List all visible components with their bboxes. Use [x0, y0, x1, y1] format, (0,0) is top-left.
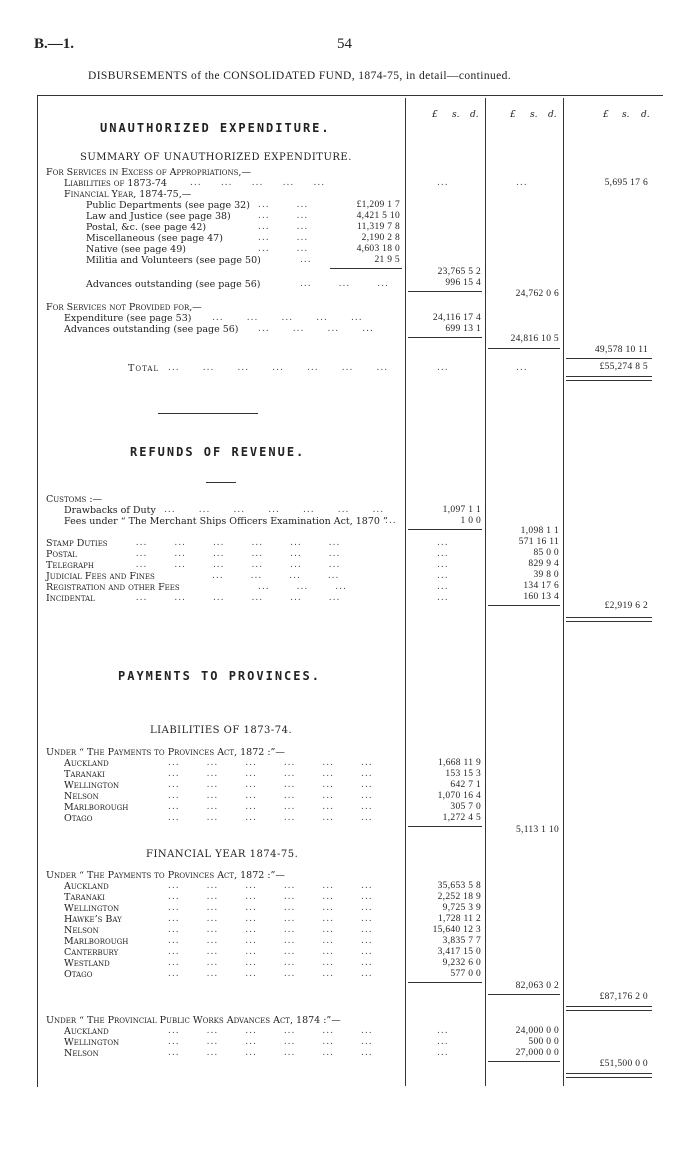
leader: ... ... ... ... ... [212, 313, 363, 323]
payments-works-total: £51,500 0 0 [599, 1059, 648, 1069]
rule [488, 348, 560, 349]
unauth-liab: Liabilities of 1873-74 [64, 178, 167, 189]
double-rule [566, 1006, 652, 1011]
unauth-item-amt: 4,603 18 0 [356, 244, 400, 254]
payments-fy-amt: 35,653 5 8 [437, 881, 481, 891]
payments-liab-amt: 1,668 11 9 [437, 758, 481, 768]
payments-fy-amt: 3,417 15 0 [437, 947, 481, 957]
refunds-customs-total: 1,098 1 1 [520, 526, 559, 536]
leader: ... ... [258, 200, 309, 210]
payments-fy-heading: FINANCIAL YEAR 1874-75. [146, 849, 299, 860]
refunds-heading: REFUNDS OF REVENUE. [130, 445, 306, 459]
payments-works-amt: 500 0 0 [528, 1037, 559, 1047]
refunds-total: £2,919 6 2 [604, 601, 648, 611]
leader: ... ... ... ... [212, 571, 340, 581]
payments-liab-amt: 642 7 1 [450, 780, 481, 790]
payments-total: £87,176 2 0 [599, 992, 648, 1002]
unauth-item-label: Law and Justice (see page 38) [86, 211, 231, 222]
col-d-2: d. [548, 110, 557, 120]
col-s-3: s. [622, 110, 630, 120]
payments-act2: Under “ The Payments to Provinces Act, 1872 :”— [46, 870, 285, 881]
payments-liab-total: 5,113 1 10 [515, 825, 559, 835]
refunds-item-amt: 85 0 0 [533, 548, 559, 558]
leader: ... ... [258, 244, 309, 254]
payments-works-label: Auckland [64, 1026, 109, 1037]
leader: ... ... ... ... ... ... [128, 560, 341, 570]
leader: ... ... ... ... ... ... ... [164, 505, 385, 515]
leader: ... ... ... ... ... ... ... ... ... ... ... ... ... ... ... ... ... ... ... ... ... ... ... ... ... ... ... ... ... ... ... ... ... ... ... ... ... ... ... ... ... ... ... ... ... ... ... ... ... ... ... ... ... ... [168, 881, 373, 979]
col-l-2: £ [510, 110, 516, 120]
refunds-item-label: Incidental [46, 593, 95, 604]
leader: ... ... ... ... ... ... [128, 593, 341, 603]
leader: ... ... ... ... [258, 324, 374, 334]
rule [488, 1061, 560, 1062]
unauth-exp-label: Expenditure (see page 53) [64, 313, 192, 324]
payments-works-amt: 27,000 0 0 [515, 1048, 559, 1058]
refunds-customs: Customs :— [46, 494, 103, 505]
leader: ... ... ... ... ... ... ... ... ... ... ... ... ... ... ... ... ... ... [168, 1026, 373, 1058]
unauth-heading: UNAUTHORIZED EXPENDITURE. [100, 121, 331, 135]
double-rule [566, 376, 652, 381]
payments-liab-amt: 153 15 3 [445, 769, 481, 779]
rule [408, 826, 482, 827]
refunds-fees: Fees under “ The Merchant Ships Officers Examination Act, 1870 ” [64, 516, 388, 527]
payments-fy-amt: 2,252 18 9 [437, 892, 481, 902]
leader: ... ... [258, 233, 309, 243]
refunds-item-label: Stamp Duties [46, 538, 108, 549]
payments-liab-label: Nelson [64, 791, 99, 802]
unauth-fy-total: 23,765 5 2 [437, 267, 481, 277]
page-number: 54 [337, 36, 352, 52]
payments-liab-label: Otago [64, 813, 93, 824]
unauth-notprov-total: 24,816 10 5 [510, 334, 559, 344]
leader: ... ... ... ... ... ... [437, 538, 449, 603]
leader: ... ... ... ... ... [190, 178, 326, 188]
leader: ... ... ... ... ... ... [128, 549, 341, 559]
double-rule [566, 617, 652, 622]
unauth-fy: Financial Year, 1874-75,— [64, 189, 192, 200]
leader: ... [385, 516, 397, 526]
payments-fy-label: Nelson [64, 925, 99, 936]
payments-fy-label: Canterbury [64, 947, 119, 958]
unauth-liab-amt: 5,695 17 6 [604, 178, 648, 188]
payments-liab-label: Taranaki [64, 769, 105, 780]
unauth-sum: 49,578 10 11 [594, 345, 648, 355]
payments-works-label: Nelson [64, 1048, 99, 1059]
col-d-3: d. [641, 110, 650, 120]
payments-fy-amt: 15,640 12 3 [432, 925, 481, 935]
leader: ... ... ... [437, 1026, 449, 1058]
leader: ... ... ... ... ... ... ... ... ... ... ... ... ... ... ... ... ... ... ... ... ... ... ... ... ... ... ... ... ... ... ... ... ... ... ... ... [168, 758, 373, 823]
unauth-item-amt: 11,319 7 8 [356, 222, 400, 232]
refunds-item-amt: 39 8 0 [533, 570, 559, 580]
refunds-item-amt: 829 9 4 [528, 559, 559, 569]
payments-fy-amt: 9,725 3 9 [442, 903, 481, 913]
col-s-2: s. [530, 110, 538, 120]
payments-heading: PAYMENTS TO PROVINCES. [118, 669, 321, 683]
rule [330, 268, 402, 269]
payments-liab-label: Marlborough [64, 802, 129, 813]
payments-works-amt: 24,000 0 0 [515, 1026, 559, 1036]
unauth-excess: For Services in Excess of Appropriations,— [46, 167, 251, 178]
payments-fy-label: Westland [64, 958, 110, 969]
section-rule [206, 482, 236, 483]
refunds-item-label: Judicial Fees and Fines [46, 571, 155, 582]
col-divider-3 [563, 98, 564, 1086]
payments-liab-heading: LIABILITIES OF 1873-74. [150, 725, 293, 736]
rule [566, 358, 652, 359]
rule [408, 337, 482, 338]
unauth-adv-label: Advances outstanding (see page 56) [86, 279, 261, 290]
payments-fy-amt: 577 0 0 [450, 969, 481, 979]
frame-left [37, 95, 38, 1087]
col-d-1: d. [470, 110, 479, 120]
rule [408, 291, 482, 292]
payments-fy-total: 82,063 0 2 [515, 981, 559, 991]
unauth-item-label: Militia and Volunteers (see page 50) [86, 255, 261, 266]
page-ref: B.—1. [34, 36, 75, 52]
unauth-item-amt: 21 9 5 [374, 255, 400, 265]
refunds-item-label: Postal [46, 549, 77, 560]
refunds-fees-amt: 1 0 0 [460, 516, 481, 526]
unauth-item-label: Postal, &c. (see page 42) [86, 222, 207, 233]
unauth-excess-total: 24,762 0 6 [515, 289, 559, 299]
refunds-drawbacks-amt: 1,097 1 1 [442, 505, 481, 515]
payments-act: Under “ The Payments to Provinces Act, 1872 :”— [46, 747, 285, 758]
double-rule [566, 1073, 652, 1078]
leader: ... [516, 363, 528, 373]
refunds-drawbacks: Drawbacks of Duty [64, 505, 156, 516]
unauth-exp-amt: 24,116 17 4 [432, 313, 481, 323]
payments-fy-label: Taranaki [64, 892, 105, 903]
leader: ... [516, 178, 528, 188]
unauth-adv2-label: Advances outstanding (see page 56) [64, 324, 239, 335]
col-l-3: £ [603, 110, 609, 120]
unauth-item-label: Public Departments (see page 32) [86, 200, 250, 211]
unauth-item-amt: 2,190 2 8 [361, 233, 400, 243]
payments-works-label: Wellington [64, 1037, 120, 1048]
unauth-summary: SUMMARY OF UNAUTHORIZED EXPENDITURE. [80, 152, 352, 163]
refunds-item-amt: 160 13 4 [523, 592, 559, 602]
payments-fy-amt: 3,835 7 7 [442, 936, 481, 946]
payments-liab-amt: 1,272 4 5 [442, 813, 481, 823]
rule [488, 994, 560, 995]
unauth-total: £55,274 8 5 [599, 362, 648, 372]
leader: ... ... [258, 211, 309, 221]
payments-fy-label: Auckland [64, 881, 109, 892]
leader: ... [437, 363, 449, 373]
payments-works-act: Under “ The Provincial Public Works Advances Act, 1874 :”— [46, 1015, 341, 1026]
unauth-total-label: Total [128, 363, 160, 374]
payments-liab-label: Auckland [64, 758, 109, 769]
payments-fy-label: Otago [64, 969, 93, 980]
leader: ... ... ... [300, 279, 389, 289]
payments-fy-amt: 1,728 11 2 [437, 914, 481, 924]
refunds-item-amt: 571 16 11 [518, 537, 559, 547]
refunds-item-label: Registration and other Fees [46, 582, 180, 593]
unauth-item-label: Miscellaneous (see page 47) [86, 233, 223, 244]
unauth-item-label: Native (see page 49) [86, 244, 186, 255]
leader: ... ... ... [258, 582, 347, 592]
col-l-1: £ [432, 110, 438, 120]
leader: ... [300, 255, 312, 265]
leader: ... ... [258, 222, 309, 232]
refunds-item-amt: 134 17 6 [523, 581, 559, 591]
payments-fy-amt: 9,232 6 0 [442, 958, 481, 968]
leader: ... ... ... ... ... ... ... [168, 363, 389, 373]
refunds-item-label: Telegraph [46, 560, 94, 571]
leader: ... ... ... ... ... ... [128, 538, 341, 548]
payments-liab-amt: 305 7 0 [450, 802, 481, 812]
unauth-adv-amt: 996 15 4 [445, 278, 481, 288]
page-title: DISBURSEMENTS of the CONSOLIDATED FUND, 1874-75, in detail—continued. [88, 70, 512, 82]
unauth-item-amt: 4,421 5 10 [356, 211, 400, 221]
frame-top [37, 95, 663, 96]
leader: ... [437, 178, 449, 188]
unauth-item-amt: £1,209 1 7 [356, 200, 400, 210]
section-divider [158, 413, 258, 414]
unauth-notprov: For Services not Provided for,— [46, 302, 202, 313]
payments-liab-label: Wellington [64, 780, 120, 791]
rule [408, 982, 482, 983]
unauth-adv2-amt: 699 13 1 [445, 324, 481, 334]
rule [488, 605, 560, 606]
payments-fy-label: Marlborough [64, 936, 129, 947]
payments-liab-amt: 1,070 16 4 [437, 791, 481, 801]
rule [408, 529, 482, 530]
payments-fy-label: Hawke’s Bay [64, 914, 122, 925]
payments-fy-label: Wellington [64, 903, 120, 914]
col-s-1: s. [452, 110, 460, 120]
